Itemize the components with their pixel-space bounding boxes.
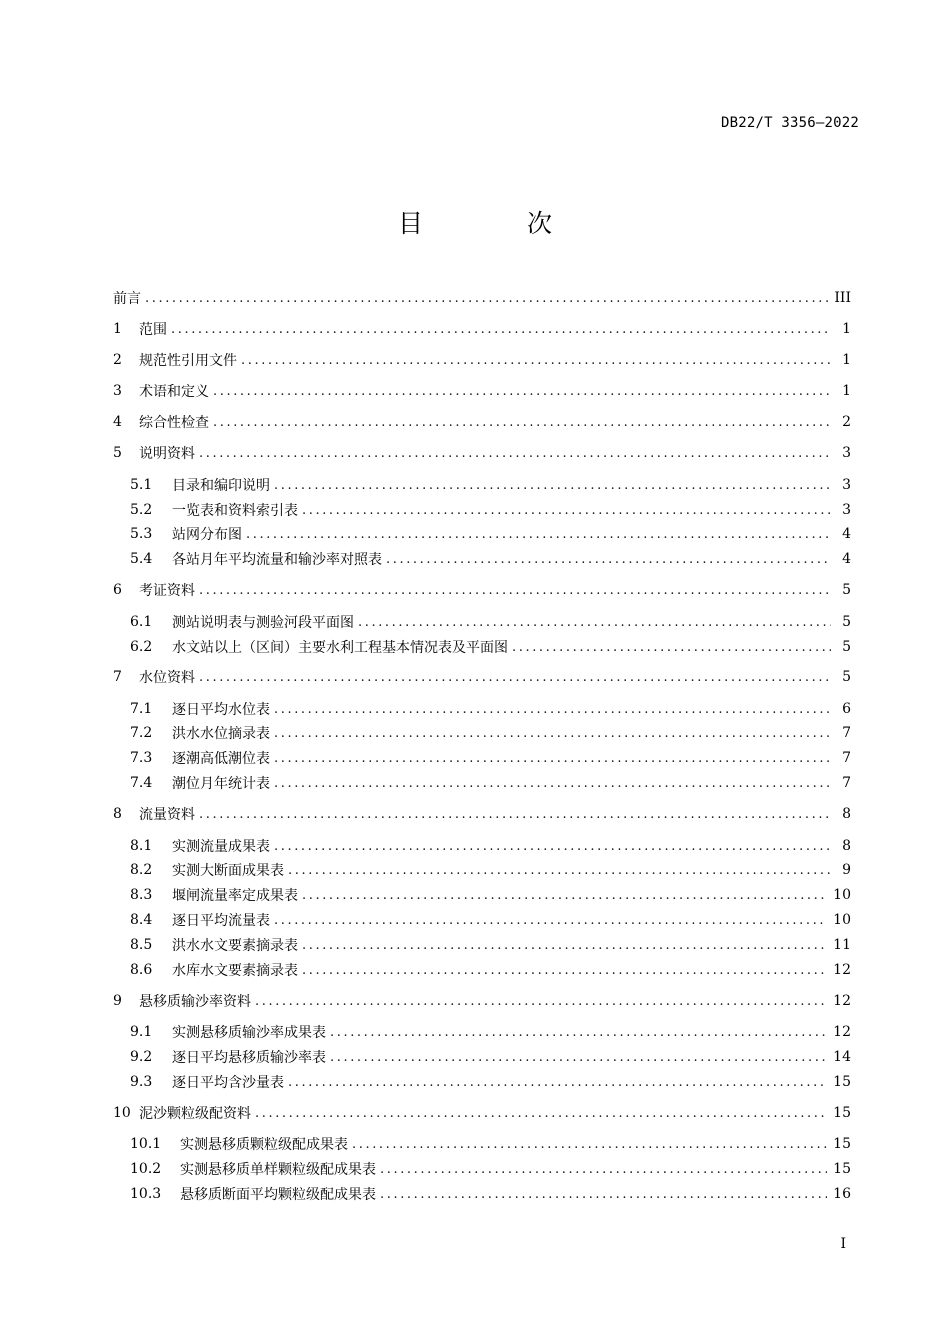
toc-entry[interactable] [130,909,851,931]
toc-entry-label: 实测大断面成果表 [172,863,284,879]
toc-entry[interactable] [130,859,851,881]
toc-leader-dots [246,527,831,542]
toc-entry[interactable] [130,1133,851,1155]
toc-leader-dots [145,291,828,306]
toc-entry-page: III [834,290,851,306]
toc-entry-number: 8.6 [130,962,153,978]
toc-entry-label: 悬移质输沙率资料 [139,994,251,1010]
toc-entry-label: 水文站以上（区间）主要水利工程基本情况表及平面图 [172,640,508,656]
toc-entry-page: 7 [842,775,851,791]
toc-entry-number: 10 [113,1105,131,1121]
toc-leader-dots [213,384,831,399]
toc-entry-number: 6 [113,582,122,598]
toc-entry[interactable] [130,1158,851,1180]
toc-entry[interactable] [130,548,851,570]
toc-leader-dots [199,807,831,822]
toc-entry-number: 5.3 [130,526,153,542]
toc-leader-dots [274,839,831,854]
toc-entry-label: 站网分布图 [172,527,242,543]
toc-entry-number: 7.1 [130,701,153,717]
toc-entry-number: 7 [113,669,122,685]
toc-entry-label: 逐日平均悬移质输沙率表 [172,1050,326,1066]
toc-leader-dots [302,938,827,953]
toc-entry[interactable] [130,611,851,633]
toc-entry[interactable] [130,1183,851,1205]
toc-leader-dots [274,702,831,717]
toc-entry-number: 7.4 [130,775,153,791]
toc-entry[interactable] [113,287,851,309]
toc-leader-dots [274,776,831,791]
toc-entry-page: 5 [842,639,851,655]
toc-entry-number: 7.2 [130,725,153,741]
toc-entry[interactable] [130,722,851,744]
toc-leader-dots [274,726,831,741]
toc-leader-dots [199,583,831,598]
toc-entry-label: 逐日平均水位表 [172,702,270,718]
toc-entry-label: 水位资料 [139,670,195,686]
toc-leader-dots [274,751,831,766]
toc-entry-number: 8.4 [130,912,153,928]
toc-leader-dots [171,322,831,337]
toc-entry[interactable] [130,474,851,496]
toc-entry-label: 测站说明表与测验河段平面图 [172,615,354,631]
toc-entry[interactable] [113,380,851,402]
toc-entry-page: 1 [842,352,851,368]
toc-entry[interactable] [130,698,851,720]
toc-entry-page: 12 [833,962,851,978]
page-title: 目 次 [398,209,600,238]
toc-entry-page: 10 [833,912,851,928]
toc-entry-page: 7 [842,750,851,766]
toc-entry-number: 10.2 [130,1161,162,1177]
toc-entry-number: 4 [113,414,122,430]
toc-entry-page: 15 [833,1105,851,1121]
toc-entry[interactable] [130,835,851,857]
toc-entry-page: 1 [842,321,851,337]
toc-entry[interactable] [130,1021,851,1043]
toc-entry-label: 实测悬移质输沙率成果表 [172,1025,326,1041]
toc-entry-label: 逐潮高低潮位表 [172,751,270,767]
toc-entry-label: 各站月年平均流量和输沙率对照表 [172,552,382,568]
toc-leader-dots [352,1137,827,1152]
toc-entry-number: 9.1 [130,1024,153,1040]
toc-entry[interactable] [113,579,851,601]
toc-entry-number: 6.2 [130,639,153,655]
toc-entry-page: 4 [842,526,851,542]
toc-entry-label: 水库水文要素摘录表 [172,963,298,979]
toc-leader-dots [302,963,827,978]
toc-entry-page: 14 [833,1049,851,1065]
toc-entry-label: 考证资料 [139,583,195,599]
toc-entry[interactable] [130,884,851,906]
toc-leader-dots [288,1075,827,1090]
toc-entry-page: 1 [842,383,851,399]
toc-entry-number: 2 [113,352,122,368]
toc-entry-page: 15 [833,1074,851,1090]
toc-entry[interactable] [130,747,851,769]
toc-entry-number: 10.3 [130,1186,162,1202]
toc-entry-number: 5.1 [130,477,153,493]
toc-entry-page: 12 [833,993,851,1009]
toc-entry-page: 15 [833,1161,851,1177]
toc-entry-label: 实测流量成果表 [172,839,270,855]
toc-entry-page: 11 [833,937,851,953]
toc-leader-dots [241,353,831,368]
toc-entry[interactable] [113,666,851,688]
toc-entry-number: 8 [113,806,122,822]
toc-entry-label: 洪水水文要素摘录表 [172,938,298,954]
toc-leader-dots [302,503,831,518]
toc-leader-dots [380,1187,827,1202]
toc-entry[interactable] [113,990,851,1012]
toc-entry-number: 10.1 [130,1136,162,1152]
toc-leader-dots [274,913,827,928]
toc-entry[interactable] [130,636,851,658]
toc-leader-dots [330,1025,827,1040]
toc-entry-number: 8.2 [130,862,153,878]
toc-entry-number: 9.3 [130,1074,153,1090]
toc-entry[interactable] [113,442,851,464]
toc-entry-label: 流量资料 [139,807,195,823]
toc-entry[interactable] [113,803,851,825]
toc-entry-page: 6 [842,701,851,717]
toc-entry-label: 目录和编印说明 [172,478,270,494]
toc-entry-page: 2 [842,414,851,430]
toc-entry-label: 悬移质断面平均颗粒级配成果表 [180,1187,376,1203]
toc-entry-number: 5 [113,445,122,461]
toc-entry[interactable] [113,411,851,433]
toc-leader-dots [255,1106,827,1121]
toc-entry-number: 5.2 [130,502,153,518]
toc-entry-page: 3 [842,502,851,518]
toc-entry-page: 16 [833,1186,851,1202]
toc-entry[interactable] [130,499,851,521]
toc-entry-label: 堰闸流量率定成果表 [172,888,298,904]
toc-leader-dots [274,478,831,493]
toc-entry[interactable] [130,959,851,981]
toc-entry-page: 8 [842,806,851,822]
toc-entry-number: 9.2 [130,1049,153,1065]
toc-entry-page: 9 [842,862,851,878]
toc-entry-page: 8 [842,838,851,854]
toc-entry-number: 8.3 [130,887,153,903]
toc-entry-label: 逐日平均流量表 [172,913,270,929]
toc-entry-label: 规范性引用文件 [139,353,237,369]
toc-entry-number: 8.5 [130,937,153,953]
toc-entry-page: 15 [833,1136,851,1152]
toc-entry-number: 7.3 [130,750,153,766]
toc-entry[interactable] [130,772,851,794]
toc-entry[interactable] [130,1071,851,1093]
toc-leader-dots [512,640,831,655]
toc-entry-page: 5 [842,669,851,685]
toc-entry-page: 3 [842,445,851,461]
toc-entry-page: 5 [842,614,851,630]
toc-entry[interactable] [113,318,851,340]
toc-entry[interactable] [113,1102,851,1124]
page-number: I [840,1236,846,1252]
toc-entry[interactable] [130,1046,851,1068]
toc-entry-label: 前言 [113,291,141,307]
toc-leader-dots [199,446,831,461]
toc-entry-label: 范围 [139,322,167,338]
toc-entry-label: 潮位月年统计表 [172,776,270,792]
toc-leader-dots [386,552,831,567]
toc-entry-number: 1 [113,321,122,337]
toc-leader-dots [302,888,827,903]
toc-entry[interactable] [113,349,851,371]
toc-leader-dots [330,1050,827,1065]
standard-code: DB22/T 3356—2022 [720,115,859,131]
toc-entry-label: 实测悬移质颗粒级配成果表 [180,1137,348,1153]
toc-entry-number: 3 [113,383,122,399]
toc-entry[interactable] [130,523,851,545]
toc-entry-label: 一览表和资料索引表 [172,503,298,519]
toc-leader-dots [199,670,831,685]
toc-entry-label: 综合性检查 [139,415,209,431]
toc-leader-dots [213,415,831,430]
toc-entry-number: 8.1 [130,838,153,854]
toc-entry-number: 9 [113,993,122,1009]
toc-entry-page: 3 [842,477,851,493]
toc-entry-label: 泥沙颗粒级配资料 [139,1106,251,1122]
toc-entry-label: 术语和定义 [139,384,209,400]
toc-leader-dots [255,994,827,1009]
toc-entry-page: 4 [842,551,851,567]
toc-leader-dots [288,863,831,878]
toc-entry-number: 5.4 [130,551,153,567]
toc-leader-dots [358,615,831,630]
toc-entry-page: 10 [833,887,851,903]
toc-entry-page: 7 [842,725,851,741]
toc-leader-dots [380,1162,827,1177]
toc-entry-label: 逐日平均含沙量表 [172,1075,284,1091]
toc-entry-label: 说明资料 [139,446,195,462]
toc-entry-page: 12 [833,1024,851,1040]
toc-entry-label: 洪水水位摘录表 [172,726,270,742]
toc-entry-number: 6.1 [130,614,153,630]
toc-entry-label: 实测悬移质单样颗粒级配成果表 [180,1162,376,1178]
toc-entry-page: 5 [842,582,851,598]
toc-entry[interactable] [130,934,851,956]
